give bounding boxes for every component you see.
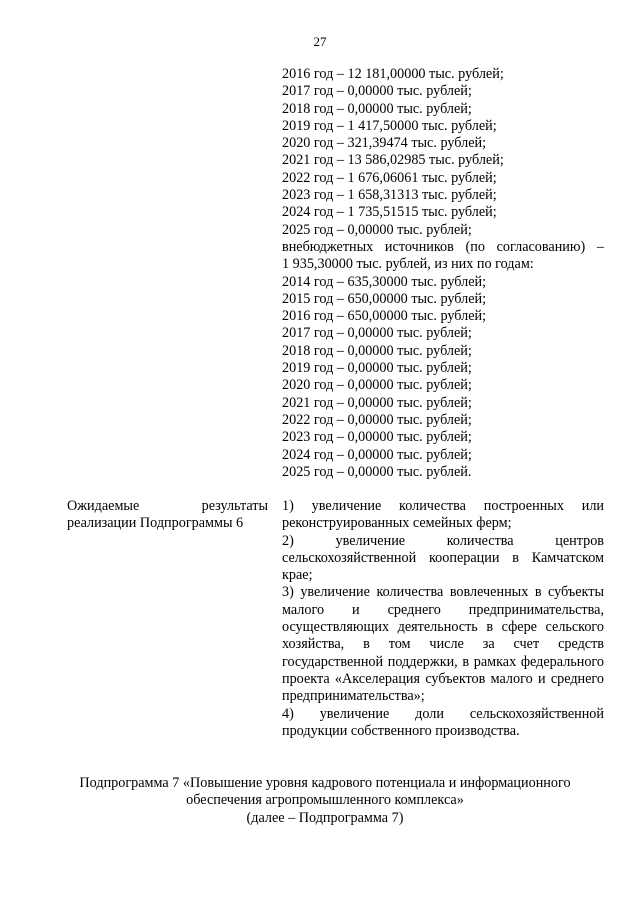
extrabudget-year-line: 2023 год – 0,00000 тыс. рублей;: [282, 429, 472, 446]
budget-year-line: 2019 год – 1 417,50000 тыс. рублей;: [282, 117, 497, 134]
page-number: 27: [313, 34, 327, 49]
budget-year-line: 2021 год – 13 586,02985 тыс. рублей;: [282, 152, 504, 169]
budget-year-line: 2025 год – 0,00000 тыс. рублей;: [282, 221, 472, 238]
extrabudget-year-line: 2022 год – 0,00000 тыс. рублей;: [282, 411, 472, 428]
expected-results-list: [282, 498, 604, 740]
results-label-line: реализации Подпрограммы 6: [67, 515, 244, 532]
budget-year-line: 2020 год – 321,39474 тыс. рублей;: [282, 135, 487, 152]
extrabudget-year-line: 2019 год – 0,00000 тыс. рублей;: [282, 360, 472, 377]
subprogram-7-heading: [60, 775, 590, 827]
extrabudget-total: 1 935,30000 тыс. рублей, из них по годам:: [282, 256, 534, 273]
result-item: 3) увеличение количества вовлеченных в субъекты малого и среднего предпринимательства, осуществляющих деятельность в сфере сельского хозяйства, в том числе за счет средств государственной поддержки, в рамках федерального проекта «Акселерация субъектов малого и среднего предпринимательства»;: [282, 584, 604, 705]
budget-year-line: 2016 год – 12 181,00000 тыс. рублей;: [282, 66, 504, 82]
extrabudget-year-line: 2020 год – 0,00000 тыс. рублей;: [282, 377, 472, 394]
extrabudget-year-line: 2017 год – 0,00000 тыс. рублей;: [282, 325, 472, 342]
result-item: 1) увеличение количества построенных или реконструированных семейных ферм;: [282, 498, 604, 532]
extrabudget-year-line: 2018 год – 0,00000 тыс. рублей;: [282, 342, 472, 359]
extrabudget-year-line: 2021 год – 0,00000 тыс. рублей;: [282, 394, 472, 411]
extrabudget-intro: внебюджетных источников (по согласованию) –: [282, 238, 604, 255]
funding-block: [282, 66, 604, 481]
extrabudget-year-line: 2016 год – 650,00000 тыс. рублей;: [282, 308, 487, 325]
results-label-line: Ожидаемые результаты: [67, 498, 268, 514]
budget-year-line: 2022 год – 1 676,06061 тыс. рублей;: [282, 169, 497, 186]
extrabudget-year-line: 2024 год – 0,00000 тыс. рублей;: [282, 446, 472, 463]
extrabudget-year-line: 2014 год – 635,30000 тыс. рублей;: [282, 273, 487, 290]
heading-line: обеспечения агропромышленного комплекса»: [186, 792, 464, 809]
extrabudget-year-line: 2025 год – 0,00000 тыс. рублей.: [282, 463, 472, 480]
budget-year-line: 2017 год – 0,00000 тыс. рублей;: [282, 83, 472, 100]
extrabudget-year-line: 2015 год – 650,00000 тыс. рублей;: [282, 290, 487, 307]
expected-results-label: [67, 498, 268, 533]
budget-year-line: 2018 год – 0,00000 тыс. рублей;: [282, 100, 472, 117]
result-item: 2) увеличение количества центров сельскохозяйственной кооперации в Камчатском крае;: [282, 532, 604, 584]
heading-line: Подпрограмма 7 «Повышение уровня кадрового потенциала и информационного: [79, 775, 571, 791]
result-item: 4) увеличение доли сельскохозяйственной продукции собственного производства.: [282, 705, 604, 739]
budget-year-line: 2023 год – 1 658,31313 тыс. рублей;: [282, 187, 497, 204]
heading-line: (далее – Подпрограмма 7): [246, 809, 404, 826]
budget-year-line: 2024 год – 1 735,51515 тыс. рублей;: [282, 204, 497, 221]
